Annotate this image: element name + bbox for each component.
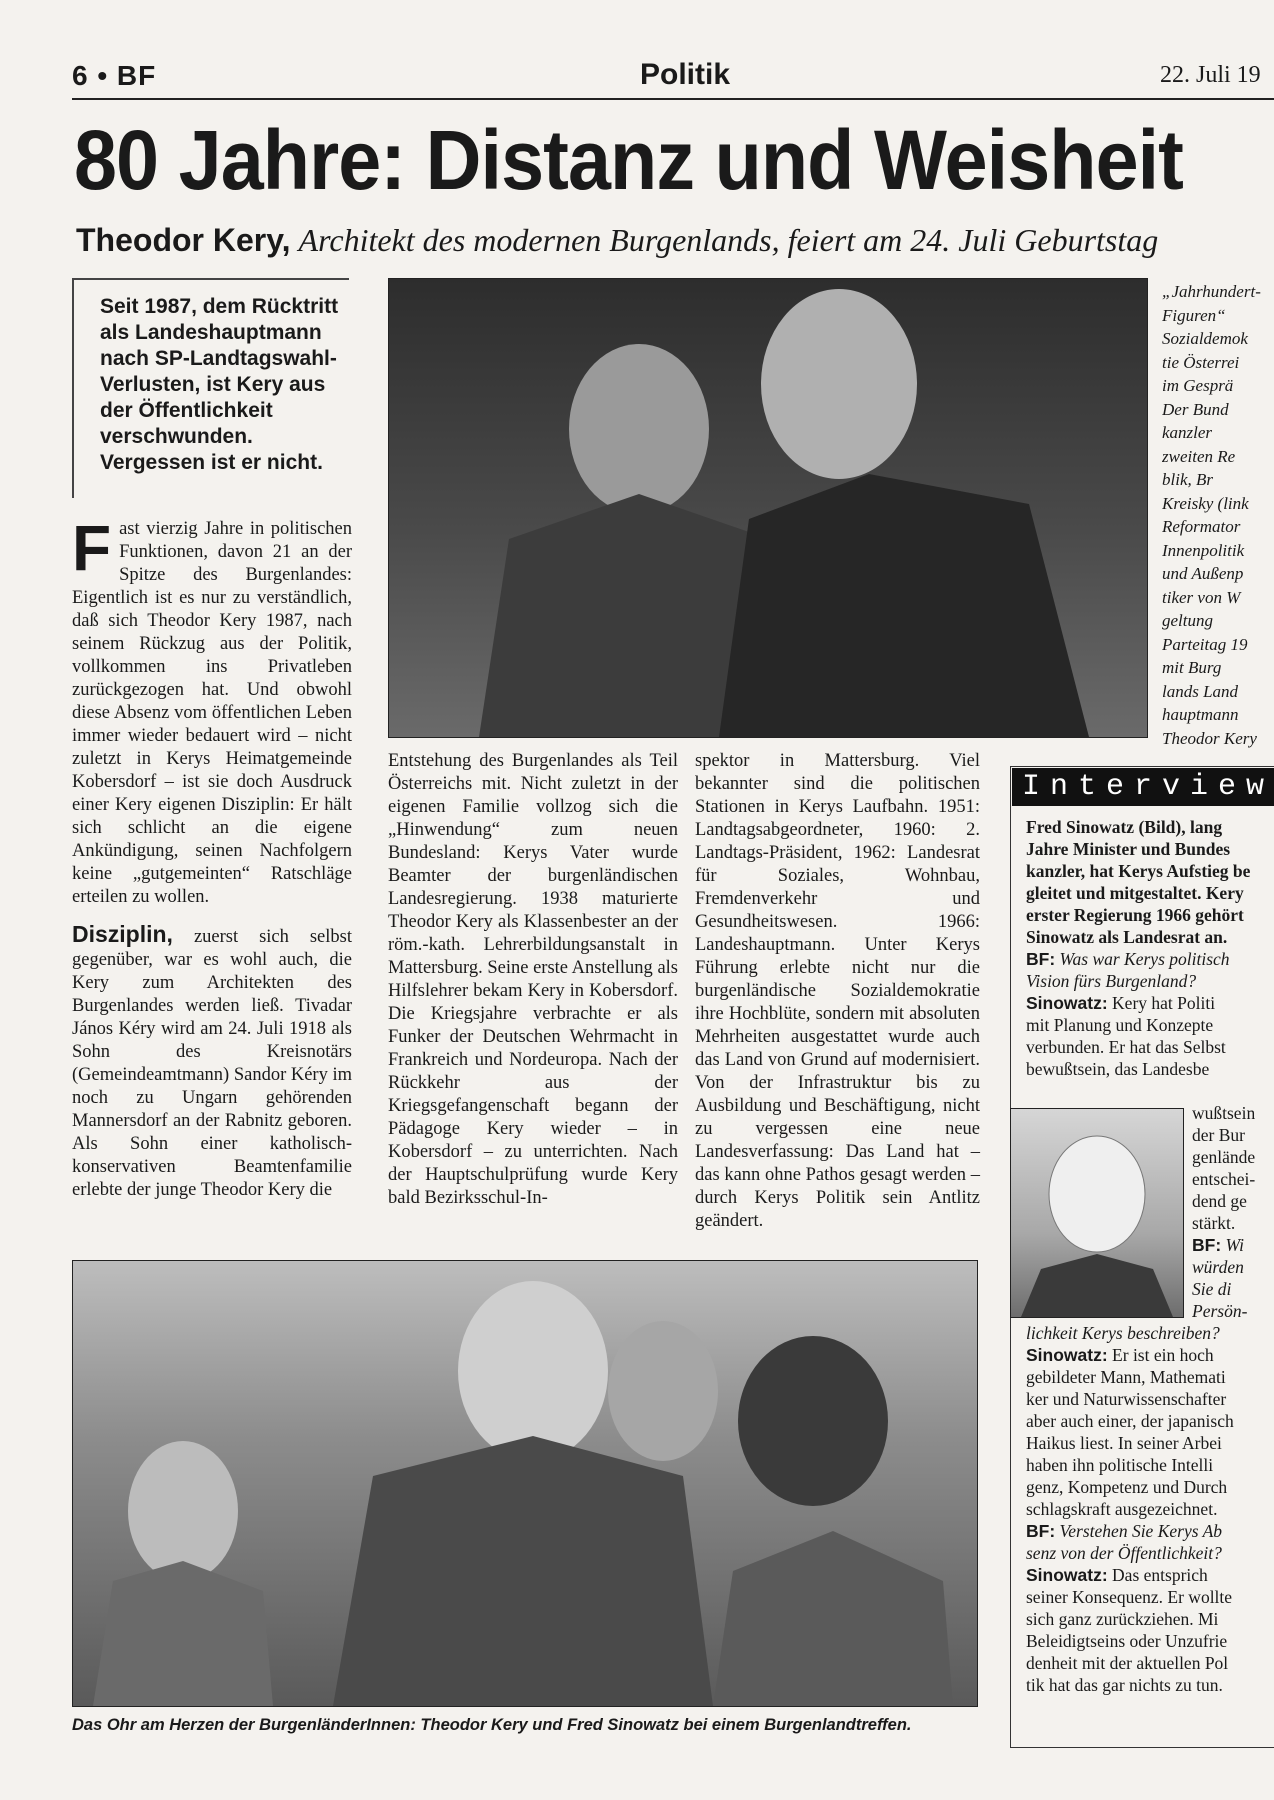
subline-text: Architekt des modernen Burgenlands, feiert am 24. Juli Geburtstag (298, 222, 1159, 258)
issue-date: 22. Juli 19 (1160, 62, 1261, 88)
photo-placeholder-bottom (73, 1261, 977, 1706)
article-column-1 (72, 512, 352, 1202)
headline: 80 Jahre: Distanz und Weisheit (74, 113, 1184, 207)
interview-title: Interview (1012, 768, 1274, 806)
subheadline (76, 222, 1158, 259)
article-column-3: spektor in Mattersburg. Viel bekannter sind die politischen Stationen in Kerys Laufbahn. 1951: Landtagsabgeordneter, 1960: 2. Landtags-Präsident, 1962: Landesrat für Soziales, Wohnbau, Fremdenverkehr und Gesundheitswesen. 1966: Landeshauptmann. Unter Kerys Führung erlebte nicht nur die burgenländische Sozialdemokratie ihre Hochblüte, sondern mit absoluten Mehrheiten ausgestattet wurde auch das Land von Grund auf modernisiert. Von der Infrastruktur bis zu Ausbildung und Beschäftigung, nicht zu vergessen eine neue Landesverfassung: Das Land hat – das kann ohne Pathos gesagt werden – durch Kerys Politik sein Antlitz geändert. (695, 751, 980, 1231)
article-paragraph-2: zuerst sich selbst gegenüber, war es wohl auch, die Kery zum Architekten des Burgenlandes werden ließ. Tivadar János Kéry wird am 24. Juli 1918 als Sohn des Kreisnotärs (Gemeindeamtmann) Sandor Kéry im noch zu Ungarn gehörenden Mannersdorf an der Rabnitz geboren. Als Sohn einer katholisch-konservativen Beamtenfamilie erlebte der junge Theodor Kery die (72, 927, 352, 1200)
subline-name: Theodor Kery, (76, 222, 291, 258)
photo-kery-kreisky (388, 278, 1148, 738)
header-rule (72, 98, 1274, 100)
article-column-2: Entstehung des Burgenlandes als Teil Österreichs mit. Nicht zuletzt in der eigenen Familie vollzog sich die „Hinwendung“ zum neuen Bundesland: Kerys Vater wurde Beamter der burgenländischen Landesregierung. 1938 maturierte Theodor Kery als Klassenbester an der röm.-kath. Lehrerbildungsanstalt in Mattersburg. Seine erste Anstellung als Hilfslehrer bekam Kery in Kobersdorf. Die Kriegsjahre verbrachte er als Funker der Deutschen Wehrmacht in Frankreich und Nordeuropa. Nach der Rückkehr aus der Kriegsgefangenschaft begann der Pädagoge Kery wieder – in Kobersdorf – zu unterrichten. Nach der Hauptschulprüfung wurde Kery bald Bezirksschul-In- (388, 751, 678, 1208)
article-paragraph-1: ast vierzig Jahre in politischen Funktionen, davon 21 an der Spitze des Burgenlandes: Eigentlich ist es nur zu verständlich, daß sich Theodor Kery 1987, nach seinem Rückzug aus der Politik, vollkommen ins Privatleben zurückgezogen hat. Und obwohl diese Absenz vom öffentlichen Leben immer wieder bedauert wird – nicht zuletzt in Kerys Heimatgemeinde Kobersdorf – ist sie doch Ausdruck einer Kery eigenen Disziplin: Er hält sich schlicht an die eigene Ankündigung, seinen Nachfolgern keine „gutgemeinten“ Ratschläge erteilen zu wollen. (72, 519, 352, 907)
interview-intro: Fred Sinowatz (Bild), lang Jahre Minister und Bundes kanzler, hat Kerys Aufstieg be gleitet und mitgestaltet. Kery erster Regierung 1966 gehört Sinowatz als Landesrat an. (1026, 817, 1251, 947)
photo-burgenlandtreffen (72, 1260, 978, 1707)
teaser-text: Seit 1987, dem Rücktritt als Landeshauptmann nach SP-Landtagswahl-Verlusten, ist Kery aus der Öffentlichkeit verschwunden. Vergessen ist er nicht. (100, 295, 339, 474)
drop-cap: F (72, 512, 112, 584)
photo-caption-top: „Jahrhundert- Figuren“ Sozialdemok tie Österrei im Gesprä Der Bund kanzler zweiten Re blik, Br Kreisky (link Reformator Innenpolitik und Außenp tiker von W geltung Parteitag 19 mit Burg lands Land hauptmann Theodor Kery (1162, 282, 1261, 748)
article-subhead: Disziplin, (72, 921, 173, 947)
interview-body-top: BF: Was war Kerys politisch Vision fürs Burgenland? Sinowatz: Kery hat Politi mit Planung und Konzepte verbunden. Er hat das Selbst bewußtsein, das Landesbe (1026, 949, 1230, 1079)
interview-body-bottom: lichkeit Kerys beschreiben? Sinowatz: Er ist ein hoch gebildeter Mann, Mathemati ker und Naturwissenschafter aber auch einer, der japanisch Haikus liest. In seiner Arbei haben ihn politische Intelli genz, Kompetenz und Durch schlagskraft ausgezeichnet. BF: Verstehen Sie Kerys Ab senz von der Öffentlichkeit? Sinowatz: Das entsprich seiner Konsequenz. Er wollte sich ganz zurückziehen. Mi Beleidigtseins oder Unzufrie denheit mit der aktuellen Pol tik hat das gar nichts zu tun. (1026, 1323, 1234, 1695)
photo-placeholder-portrait (1011, 1109, 1183, 1317)
page-number: 6 • BF (72, 60, 157, 91)
section-title: Politik (640, 58, 731, 91)
answer-label: Sinowatz: (1026, 993, 1108, 1013)
question-label: BF: (1026, 949, 1056, 969)
photo-caption-bottom: Das Ohr am Herzen der BurgenländerInnen: Theodor Kery und Fred Sinowatz bei einem Burgenlandtreffen. (72, 1716, 912, 1734)
photo-placeholder-top (389, 279, 1147, 737)
interview-body-narrow: wußtsein der Bur genlände entschei- dend ge stärkt. BF: Wi würden Sie di Persön- (1192, 1103, 1256, 1321)
photo-sinowatz (1010, 1108, 1184, 1318)
